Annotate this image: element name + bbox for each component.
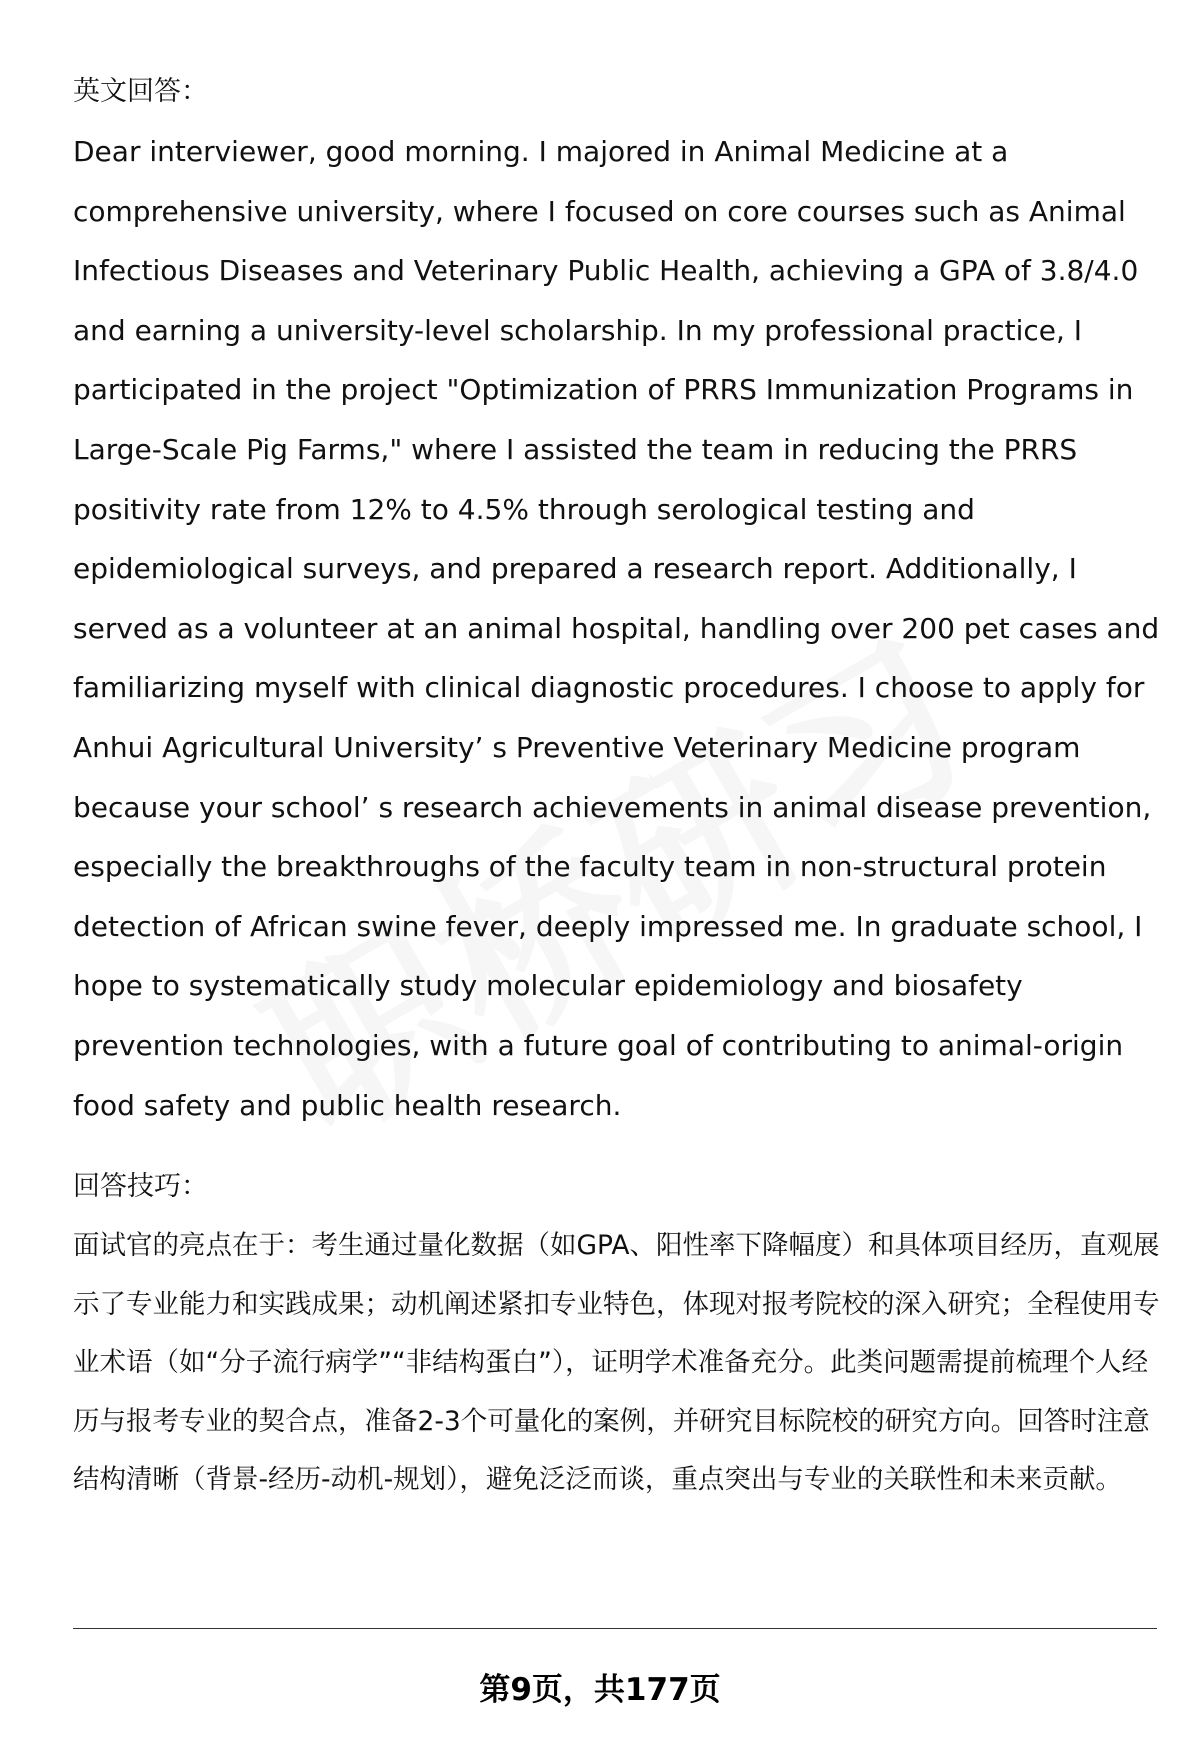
page-number: 第9页，共177页	[479, 1672, 721, 1708]
answer-label: 英文回答：	[73, 76, 208, 107]
answer-paragraph: Dear interviewer, good morning. I majored in Animal Medicine at a comprehensive university, where I focused on core courses such as Animal Infectious Diseases and Veterinary Public Health, achieving a GPA of 3.8/4.0 and earning a university-level scholarship. In my professional practice, I participated in the project "Optimization of PRRS Immunization Programs in Large-Scale Pig Farms," where I assisted the team in reducing the PRRS positivity rate from 12% to 4.5% through serological testing and epidemiological surveys, and prepared a research report. Additionally, I served as a volunteer at an animal hospital, handling over 200 pet cases and familiarizing myself with clinical diagnostic procedures. I choose to apply for Anhui Agricultural University’ s Preventive Veterinary Medicine program because your school’ s research achievements in animal disease prevention, especially the breakthroughs of the faculty team in non-structural protein detection of African swine fever, deeply impressed me. In graduate school, I hope to systematically study molecular epidemiology and biosafety prevention technologies, with a future goal of contributing to animal-origin food safety and public health research.	[73, 135, 1160, 1122]
tips-label: 回答技巧：	[73, 1171, 208, 1203]
page-content	[73, 62, 1163, 1510]
tips-paragraph: 面试官的亮点在于：考生通过量化数据（如GPA、阳性率下降幅度）和具体项目经历，直观展示了专业能力和实践成果；动机阐述紧扣专业特色，体现对报考院校的深入研究；全程使用专业术语（如“分子流行病学”“非结构蛋白”），证明学术准备充分。此类问题需提前梳理个人经历与报考专业的契合点，准备2-3个可量化的案例，并研究目标院校的研究方向。回答时注意结构清晰（背景-经历-动机-规划），避免泛泛而谈，重点突出与专业的关联性和未来贡献。	[73, 1230, 1160, 1496]
footer-divider	[73, 1628, 1157, 1629]
